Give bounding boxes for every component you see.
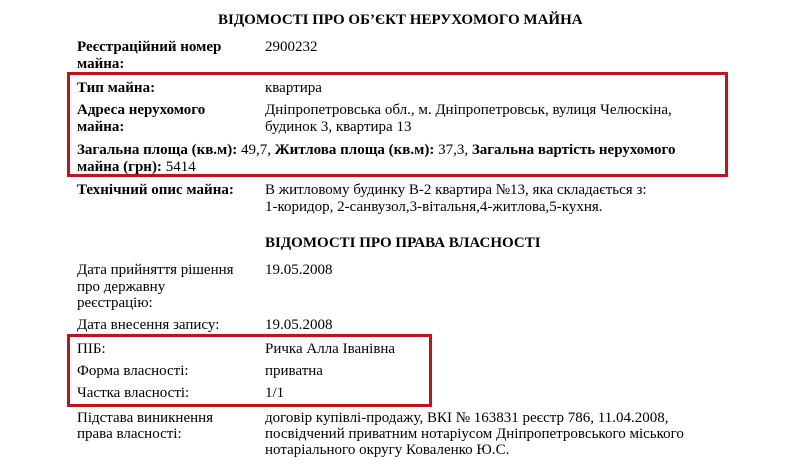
ownership-form-value: приватна — [265, 363, 323, 379]
owner-name-value: Ричка Алла Іванівна — [265, 341, 396, 357]
tech-description-label: Технічний опис майна: — [77, 182, 234, 198]
total-cost-label-line1: Загальна вартість нерухомого — [471, 142, 676, 158]
address-label-line2: майна: — [77, 119, 125, 135]
ownership-share-value: 1/1 — [265, 385, 285, 401]
property-type-value: квартира — [265, 80, 322, 96]
living-area-label: Житлова площа (кв.м): — [274, 142, 435, 158]
living-area-value: 37,3, — [434, 142, 472, 158]
decision-date-value: 19.05.2008 — [265, 262, 333, 278]
property-type-label: Тип майна: — [77, 80, 156, 96]
entry-date-label: Дата внесення запису: — [77, 317, 220, 333]
decision-date-label-line1: Дата прийняття рішення — [77, 262, 234, 278]
tech-description-value-line2: 1-коридор, 2-санвузол,3-вітальня,4-житлова,5-кухня. — [265, 199, 603, 215]
ownership-basis-label-line2: права власності: — [77, 426, 182, 442]
total-cost-value: 5414 — [161, 159, 196, 175]
ownership-form-label: Форма власності: — [77, 363, 189, 379]
decision-date-label-line2: про державну — [77, 279, 166, 295]
ownership-basis-label-line1: Підстава виникнення — [77, 410, 214, 426]
total-area-label: Загальна площа (кв.м): — [77, 142, 238, 158]
ownership-basis-value-line2: посвідчений приватним нотаріусом Дніпропетровського міського — [265, 426, 684, 442]
address-value-line2: будинок 3, квартира 13 — [265, 119, 412, 135]
reg-number-label-line1: Реєстраційний номер — [77, 39, 222, 55]
total-area-value: 49,7, — [237, 142, 275, 158]
property-section-title: ВІДОМОСТІ ПРО ОБ’ЄКТ НЕРУХОМОГО МАЙНА — [218, 12, 583, 28]
address-value-line1: Дніпропетровська обл., м. Дніпропетровськ, вулиця Челюскіна, — [265, 102, 672, 118]
owner-name-label: ПІБ: — [77, 341, 106, 357]
ownership-share-label: Частка власності: — [77, 385, 190, 401]
entry-date-value: 19.05.2008 — [265, 317, 333, 333]
ownership-basis-value-line3: нотаріального округу Коваленко Ю.С. — [265, 442, 510, 458]
tech-description-value-line1: В житловому будинку В-2 квартира №13, яка складається з: — [265, 182, 647, 198]
reg-number-value: 2900232 — [265, 39, 318, 55]
total-cost-line2 — [77, 158, 196, 177]
rights-section-title: ВІДОМОСТІ ПРО ПРАВА ВЛАСНОСТІ — [265, 235, 541, 251]
address-label-line1: Адреса нерухомого — [77, 102, 206, 118]
reg-number-label-line2: майна: — [77, 56, 125, 72]
ownership-basis-value-line1: договір купівлі-продажу, ВКІ № 163831 реєстр 786, 11.04.2008, — [265, 410, 669, 426]
decision-date-label-line3: реєстрацію: — [77, 295, 153, 311]
total-cost-label-line2: майна (грн): — [77, 159, 162, 175]
